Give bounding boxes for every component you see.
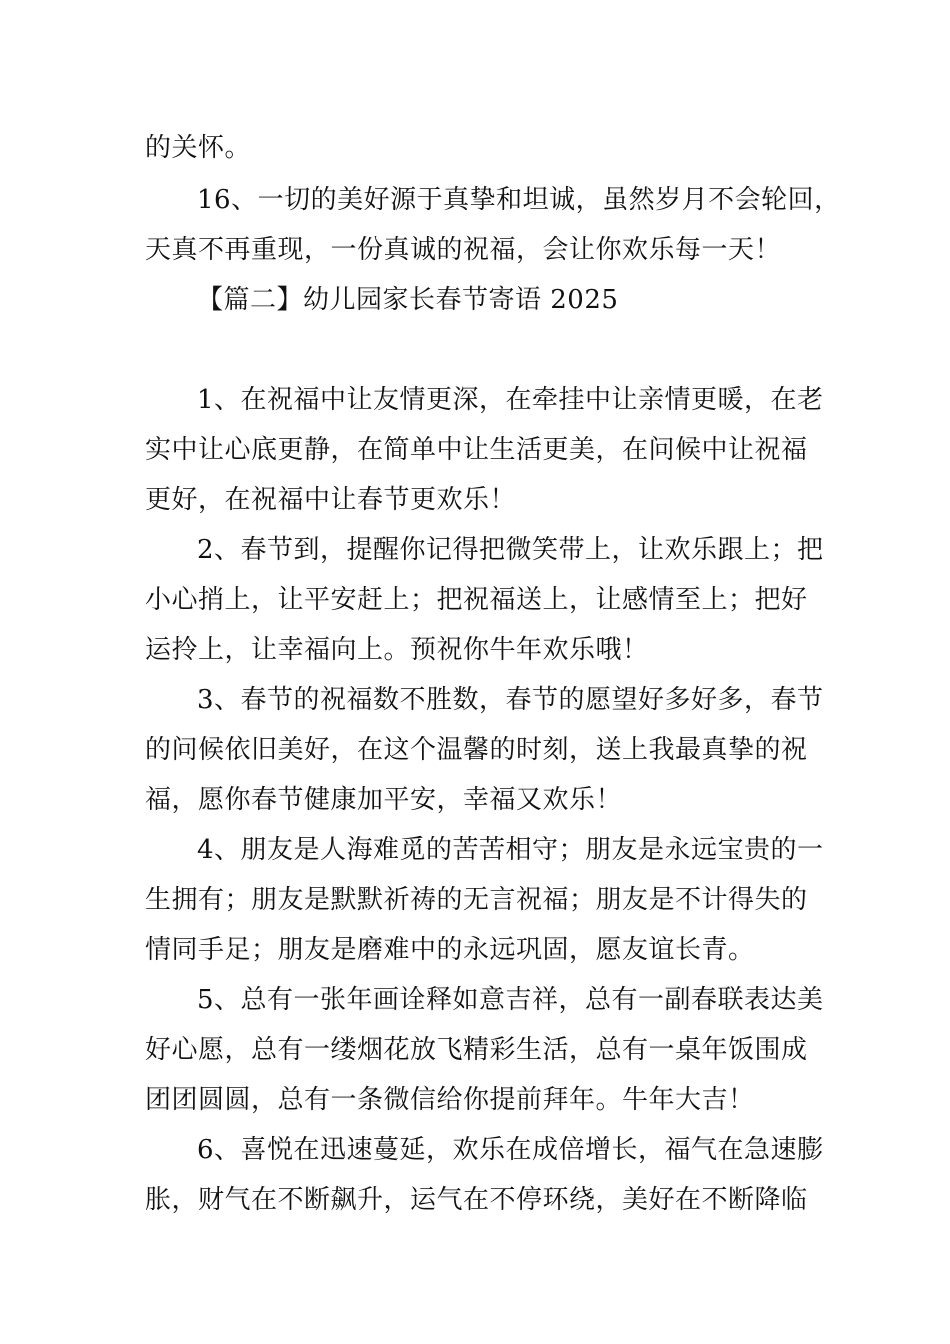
section-heading: 【篇二】幼儿园家长春节寄语 2025 xyxy=(197,285,619,315)
paragraph-line: 3、春节的祝福数不胜数，春节的愿望好多好多，春节 xyxy=(197,685,824,715)
paragraph-line: 团团圆圆，总有一条微信给你提前拜年。牛年大吉！ xyxy=(145,1085,755,1115)
paragraph-line: 4、朋友是人海难觅的苦苦相守；朋友是永远宝贵的一 xyxy=(197,835,824,865)
paragraph-line: 好心愿，总有一缕烟花放飞精彩生活，总有一桌年饭围成 xyxy=(145,1035,808,1065)
paragraph-line: 5、总有一张年画诠释如意吉祥，总有一副春联表达美 xyxy=(197,985,824,1015)
paragraph-line: 16、一切的美好源于真挚和坦诚，虽然岁月不会轮回， xyxy=(197,185,841,215)
paragraph-line: 胀，财气在不断飙升，运气在不停环绕，美好在不断降临 xyxy=(145,1185,808,1215)
paragraph-line: 1、在祝福中让友情更深，在牵挂中让亲情更暖，在老 xyxy=(197,385,824,415)
paragraph-line: 6、喜悦在迅速蔓延，欢乐在成倍增长，福气在急速膨 xyxy=(197,1135,824,1165)
paragraph-line: 实中让心底更静，在简单中让生活更美，在问候中让祝福 xyxy=(145,435,808,465)
paragraph-line: 更好，在祝福中让春节更欢乐！ xyxy=(145,485,517,515)
paragraph-line: 天真不再重现，一份真诚的祝福，会让你欢乐每一天！ xyxy=(145,235,782,265)
paragraph-line: 小心捎上，让平安赶上；把祝福送上，让感情至上；把好 xyxy=(145,585,808,615)
paragraph-line: 的问候依旧美好，在这个温馨的时刻，送上我最真挚的祝 xyxy=(145,735,808,765)
paragraph-line: 2、春节到，提醒你记得把微笑带上，让欢乐跟上；把 xyxy=(197,535,824,565)
paragraph-line: 运拎上，让幸福向上。预祝你牛年欢乐哦！ xyxy=(145,635,649,665)
paragraph-line: 福，愿你春节健康加平安，幸福又欢乐！ xyxy=(145,785,623,815)
paragraph-line: 的关怀。 xyxy=(145,133,252,163)
paragraph-line: 生拥有；朋友是默默祈祷的无言祝福；朋友是不计得失的 xyxy=(145,885,808,915)
paragraph-line: 情同手足；朋友是磨难中的永远巩固，愿友谊长青。 xyxy=(145,935,755,965)
